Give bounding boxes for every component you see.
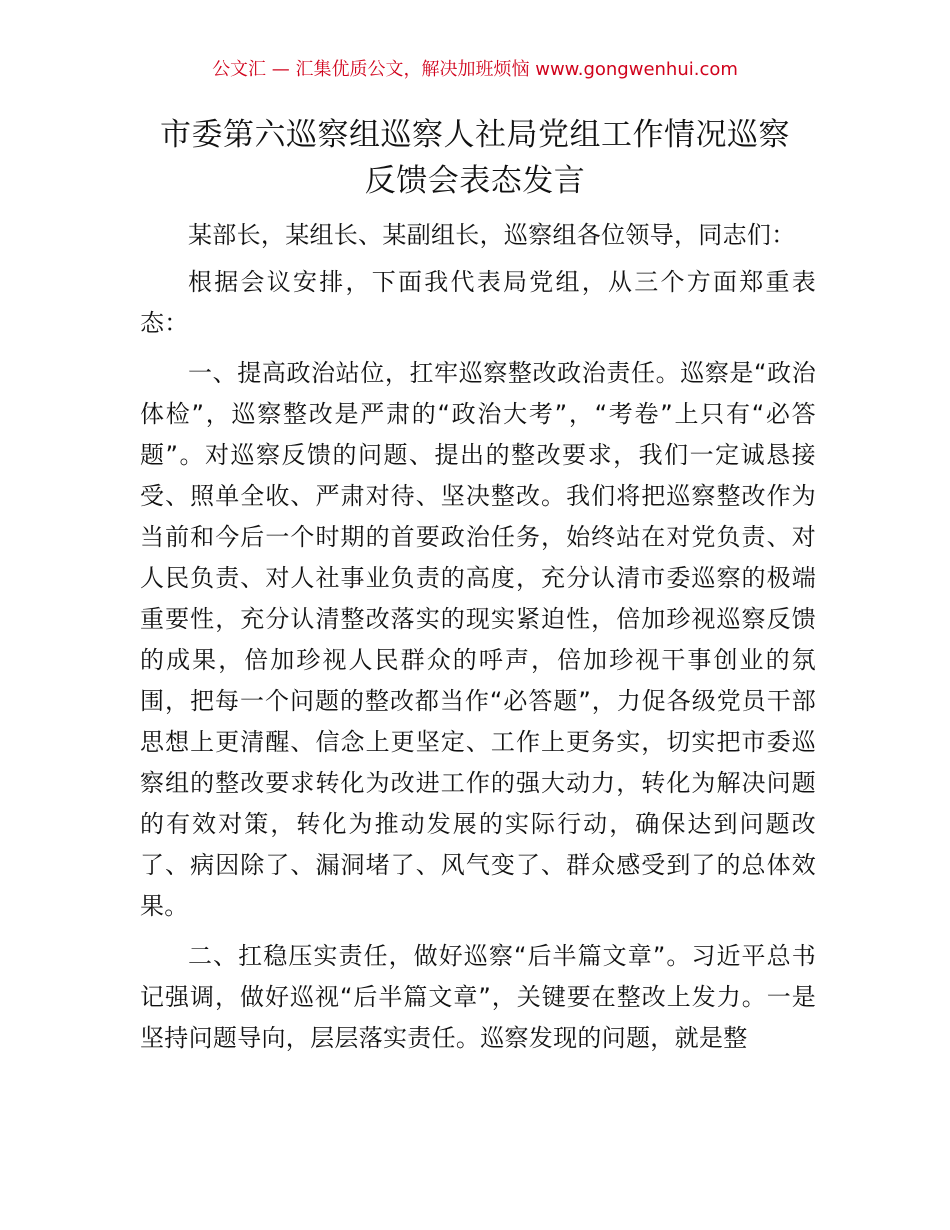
intro-paragraph: 根据会议安排，下面我代表局党组，从三个方面郑重表态：: [140, 268, 816, 337]
section-one-paragraph: 一、提高政治站位，扛牢巡察整改政治责任。巡察是“政治体检”，巡察整改是严肃的“政治大考”，“考卷”上只有“必答题”。对巡察反馈的问题、提出的整改要求，我们一定诚恳接受、照单全收、严肃对待、坚决整改。我们将把巡察整改作为当前和今后一个时期的首要政治任务，始终站在对党负责、对人民负责、对人社事业负责的高度，充分认清市委巡察的极端重要性，充分认清整改落实的现实紧迫性，倍加珍视巡察反馈的成果，倍加珍视人民群众的呼声，倍加珍视干事创业的氛围，把每一个问题的整改都当作“必答题”，力促各级党员干部思想上更清醒、信念上更坚定、工作上更务实，切实把市委巡察组的整改要求转化为改进工作的强大动力，转化为解决问题的有效对策，转化为推动发展的实际行动，确保达到问题改了、病因除了、漏洞堵了、风气变了、群众感受到了的总体效果。: [140, 359, 816, 920]
title-line-1: 市委第六巡察组巡察人社局党组工作情况巡察: [160, 117, 790, 153]
section-two-paragraph: 二、扛稳压实责任，做好巡察“后半篇文章”。习近平总书记强调，做好巡视“后半篇文章”，关键要在整改上发力。一是坚持问题导向，层层落实责任。巡察发现的问题，就是整: [140, 942, 816, 1052]
header-banner: 公文汇 — 汇集优质公文，解决加班烦恼 www.gongwenhui.com: [212, 59, 738, 80]
salutation-paragraph: 某部长，某组长、某副组长，巡察组各位领导，同志们：: [188, 221, 796, 249]
document-title: [100, 112, 850, 204]
document-body: [140, 215, 816, 1068]
title-line-2: 反馈会表态发言: [364, 163, 586, 199]
